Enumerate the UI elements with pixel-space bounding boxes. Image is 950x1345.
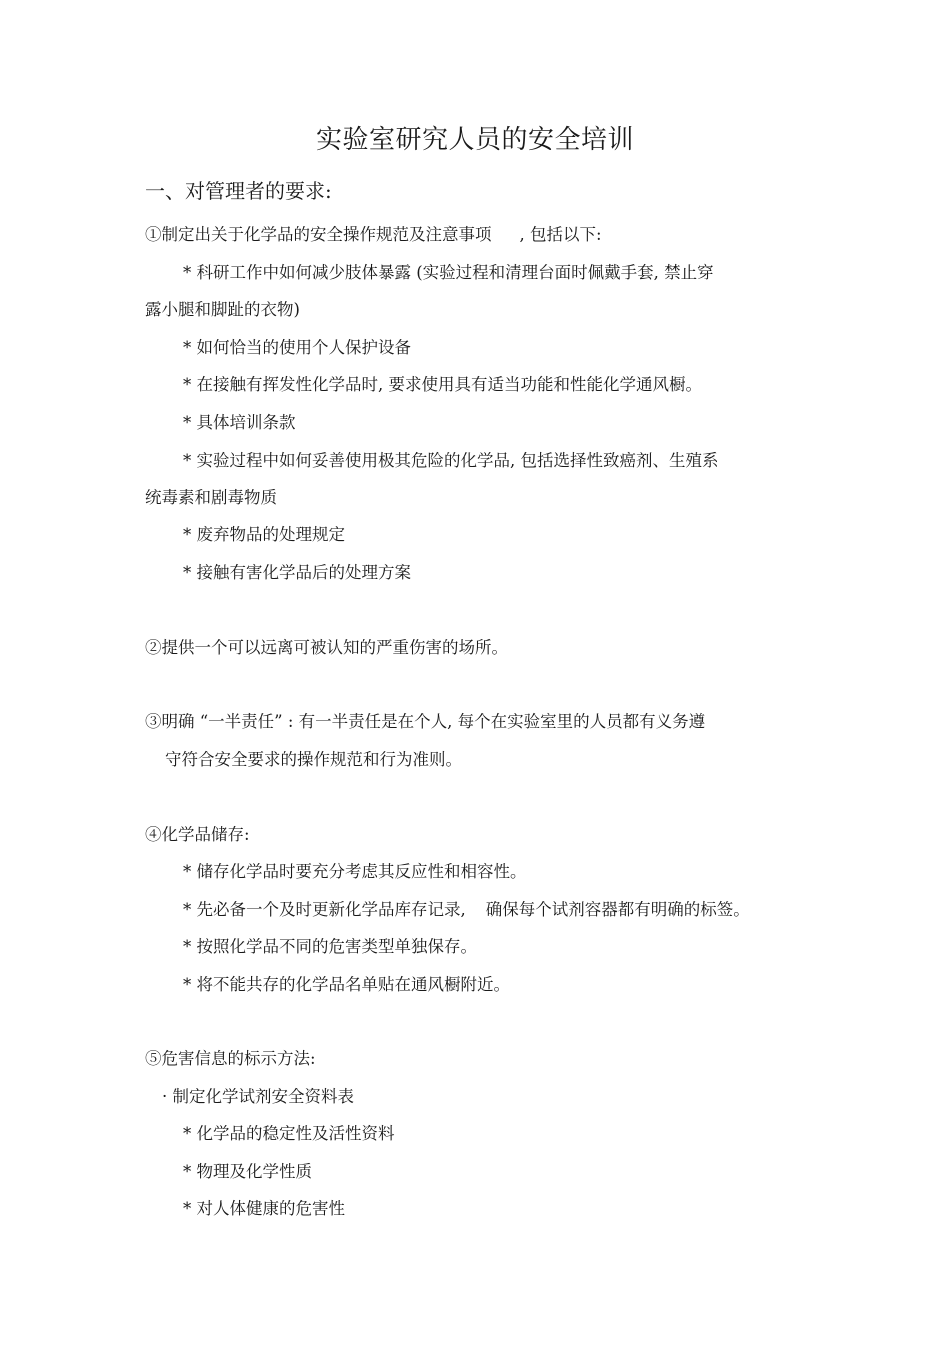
paragraph-1-intro-text: ①制定出关于化学品的安全操作规范及注意事项 xyxy=(145,225,492,244)
document-title: 实验室研究人员的安全培训 xyxy=(315,125,634,155)
list-item: * 化学品的稳定性及活性资料 xyxy=(183,1124,395,1143)
paragraph-1-intro-suffix: , 包括以下: xyxy=(519,225,602,244)
paragraph-5-intro: ⑤危害信息的标示方法: xyxy=(145,1049,316,1068)
bullet-item: · 制定化学试剂安全资料表 xyxy=(162,1087,354,1106)
list-item-part-1: * 先必备一个及时更新化学品库存记录, xyxy=(183,900,466,919)
list-item: * 接触有害化学品后的处理方案 xyxy=(183,563,411,582)
paragraph-2: ②提供一个可以远离可被认知的严重伤害的场所。 xyxy=(145,638,508,657)
list-item: * 物理及化学性质 xyxy=(183,1162,312,1181)
list-item: * 具体培训条款 xyxy=(183,413,296,432)
paragraph-4-intro: ④化学品储存: xyxy=(145,825,250,844)
paragraph-3-line-2: 守符合安全要求的操作规范和行为准则。 xyxy=(165,750,462,769)
list-item: * 将不能共存的化学品名单贴在通风橱附近。 xyxy=(183,975,510,994)
list-item: * 在接触有挥发性化学品时, 要求使用具有适当功能和性能化学通风橱。 xyxy=(183,375,702,394)
list-item: * 科研工作中如何减少肢体暴露 (实验过程和清理台面时佩戴手套, 禁止穿 xyxy=(183,263,714,282)
list-item-continuation: 统毒素和剧毒物质 xyxy=(145,488,277,507)
paragraph-3-line-1: ③明确 “一半责任” : 有一半责任是在个人, 每个在实验室里的人员都有义务遵 xyxy=(145,712,706,731)
section-heading: 一、对管理者的要求: xyxy=(145,179,332,203)
list-item: * 按照化学品不同的危害类型单独保存。 xyxy=(183,937,477,956)
list-item: * 储存化学品时要充分考虑其反应性和相容性。 xyxy=(183,862,527,881)
list-item-continuation: 露小腿和脚趾的衣物) xyxy=(145,300,300,319)
paragraph-1-intro xyxy=(145,223,602,247)
list-item xyxy=(183,898,750,922)
list-item: * 废弃物品的处理规定 xyxy=(183,525,345,544)
list-item: * 实验过程中如何妥善使用极其危险的化学品, 包括选择性致癌剂、生殖系 xyxy=(183,451,719,470)
list-item-part-2: 确保每个试剂容器都有明确的标签。 xyxy=(485,900,750,919)
list-item: * 对人体健康的危害性 xyxy=(183,1199,345,1218)
list-item: * 如何恰当的使用个人保护设备 xyxy=(183,338,411,357)
